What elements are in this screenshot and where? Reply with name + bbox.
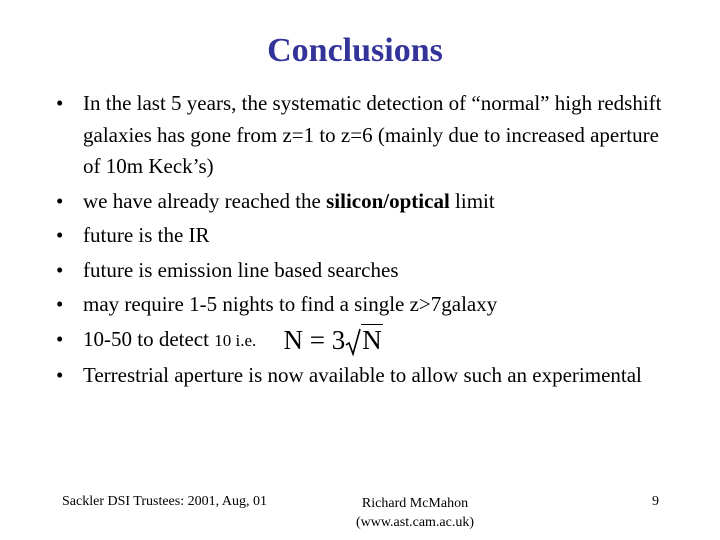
bullet-list [56,88,676,395]
bullet-text: In the last 5 years, the systematic detection of “normal” high redshift galaxies has gone from z=1 to z=6 (mainly due to increased aperture of 10m Keck’s) [83,91,662,178]
bullet-bold-text: silicon/optical [326,188,450,213]
page-number: 9 [652,494,659,509]
formula [284,325,383,358]
bullet-dot: • [56,326,64,351]
bullet-dot: • [56,257,64,282]
slide-title: Conclusions [267,32,443,69]
bullet-small-text: 10 i.e. [214,330,257,350]
bullet-item [56,220,676,252]
formula-lhs: N = 3 [283,324,346,355]
bullet-text: we have already reached the [83,188,327,213]
bullet-text: future is the IR [83,223,210,247]
bullet-item [56,255,676,287]
bullet-text: may require 1-5 nights to find a single z>7galaxy [83,292,498,316]
bullet-text: future is emission line based searches [83,257,399,282]
bullet-dot: • [56,292,64,316]
bullet-dot: • [56,363,64,388]
bullet-text: 10-50 to detect [83,326,215,351]
footer-event: Sackler DSI Trustees: 2001, Aug, 01 [62,494,267,509]
bullet-text: limit [449,188,495,213]
bullet-item [56,360,676,392]
footer-author-name: Richard McMahon [361,496,469,511]
bullet-text: Terrestrial aperture is now available to allow such an experimental [83,363,642,388]
bullet-item [56,88,676,183]
bullet-dot: • [56,188,64,213]
bullet-item [56,324,676,358]
bullet-item [56,186,676,218]
sqrt-radical-icon [345,327,361,357]
bullet-dot: • [56,223,64,247]
formula-radicand: N [362,324,382,355]
footer-author-url: (www.ast.cam.ac.uk) [355,515,475,530]
footer-author [340,494,490,532]
bullet-item [56,289,676,321]
bullet-dot: • [56,91,64,115]
